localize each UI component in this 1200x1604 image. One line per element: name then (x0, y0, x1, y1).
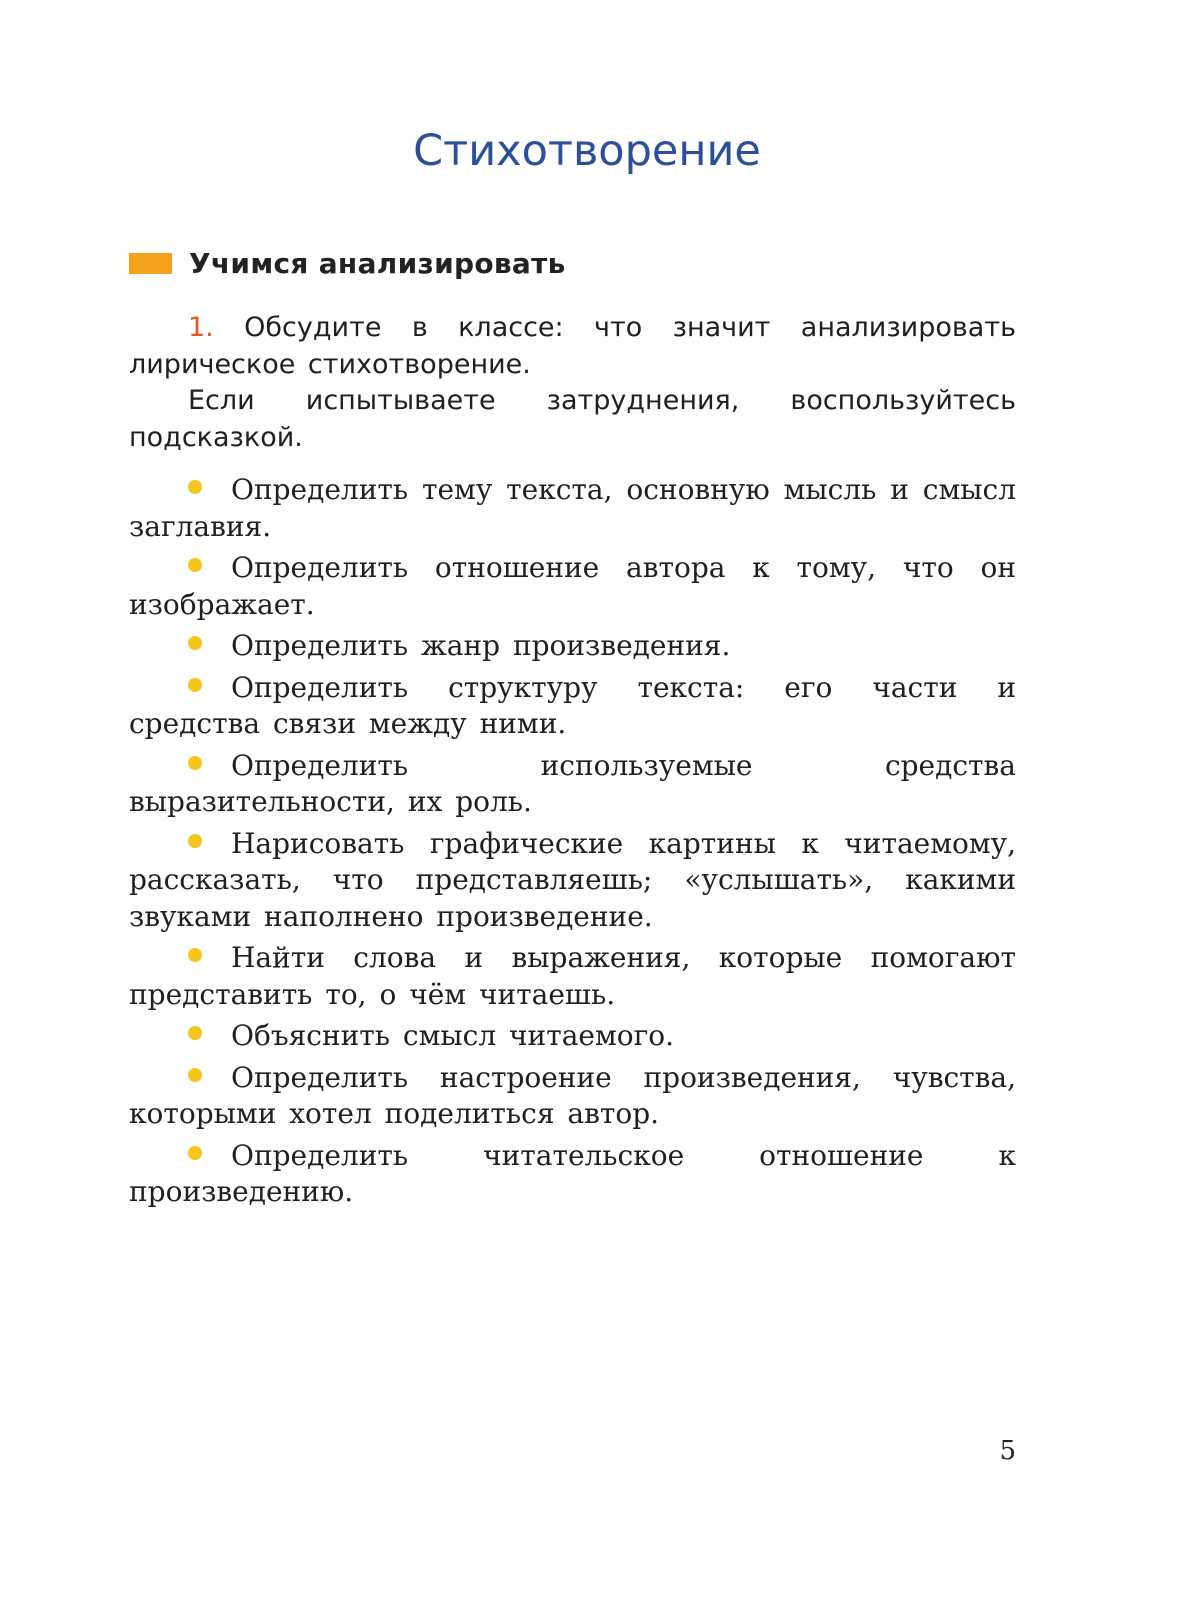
bullet-dot-icon (188, 1068, 202, 1082)
tip-text: Определить жанр произведения. (231, 629, 731, 662)
list-item (129, 1060, 1016, 1133)
tip-text: Определить структуру текста: его части и средства связи между ними. (129, 670, 1016, 740)
tip-text: Определить используемые средства выразительности, их роль. (129, 748, 1016, 818)
tip-text: Определить настроение произведения, чувства, которыми хотел поделиться автор. (129, 1060, 1016, 1130)
bullet-dot-icon (188, 1146, 202, 1160)
list-item (129, 826, 1016, 936)
bullet-dot-icon (188, 558, 202, 572)
list-item (129, 940, 1016, 1013)
bullet-dot-icon (188, 678, 202, 692)
tip-text: Объяснить смысл читаемого. (231, 1019, 675, 1052)
page-number: 5 (999, 1436, 1016, 1466)
tip-text: Определить отношение автора к тому, что он изображает. (129, 551, 1016, 621)
bullet-dot-icon (188, 1026, 202, 1040)
bullet-dot-icon (188, 834, 202, 848)
tip-text: Нарисовать графические картины к читаемому, рассказать, что представляешь; «услышать», какими звуками наполнено произведение. (129, 826, 1016, 933)
task-question-paragraph (129, 310, 1016, 383)
section-marker (129, 253, 172, 274)
section-header (129, 243, 566, 283)
list-item (129, 1018, 1016, 1055)
list-item (129, 628, 1016, 665)
tips-list (129, 472, 1016, 1216)
bullet-dot-icon (188, 756, 202, 770)
list-item (129, 550, 1016, 623)
bullet-dot-icon (188, 948, 202, 962)
list-item (129, 1138, 1016, 1211)
bullet-dot-icon (188, 636, 202, 650)
task-question: Обсудите в классе: что значит анализировать лирическое стихотворение. (129, 312, 1016, 380)
tip-text: Найти слова и выражения, которые помогают представить то, о чём читаешь. (129, 941, 1016, 1011)
tip-text: Определить тему текста, основную мысль и смысл заглавия. (129, 473, 1016, 543)
list-item (129, 748, 1016, 821)
tip-text: Определить читательское отношение к произведению. (129, 1138, 1016, 1208)
section-title: Учимся анализировать (189, 246, 566, 280)
bullet-dot-icon (188, 480, 202, 494)
task-hint: Если испытываете затруднения, воспользуйтесь подсказкой. (129, 385, 1016, 453)
list-item (129, 472, 1016, 545)
page-title: Стихотворение (413, 126, 761, 176)
task-number: 1. (188, 312, 214, 343)
list-item (129, 670, 1016, 743)
task-1 (129, 310, 1016, 456)
